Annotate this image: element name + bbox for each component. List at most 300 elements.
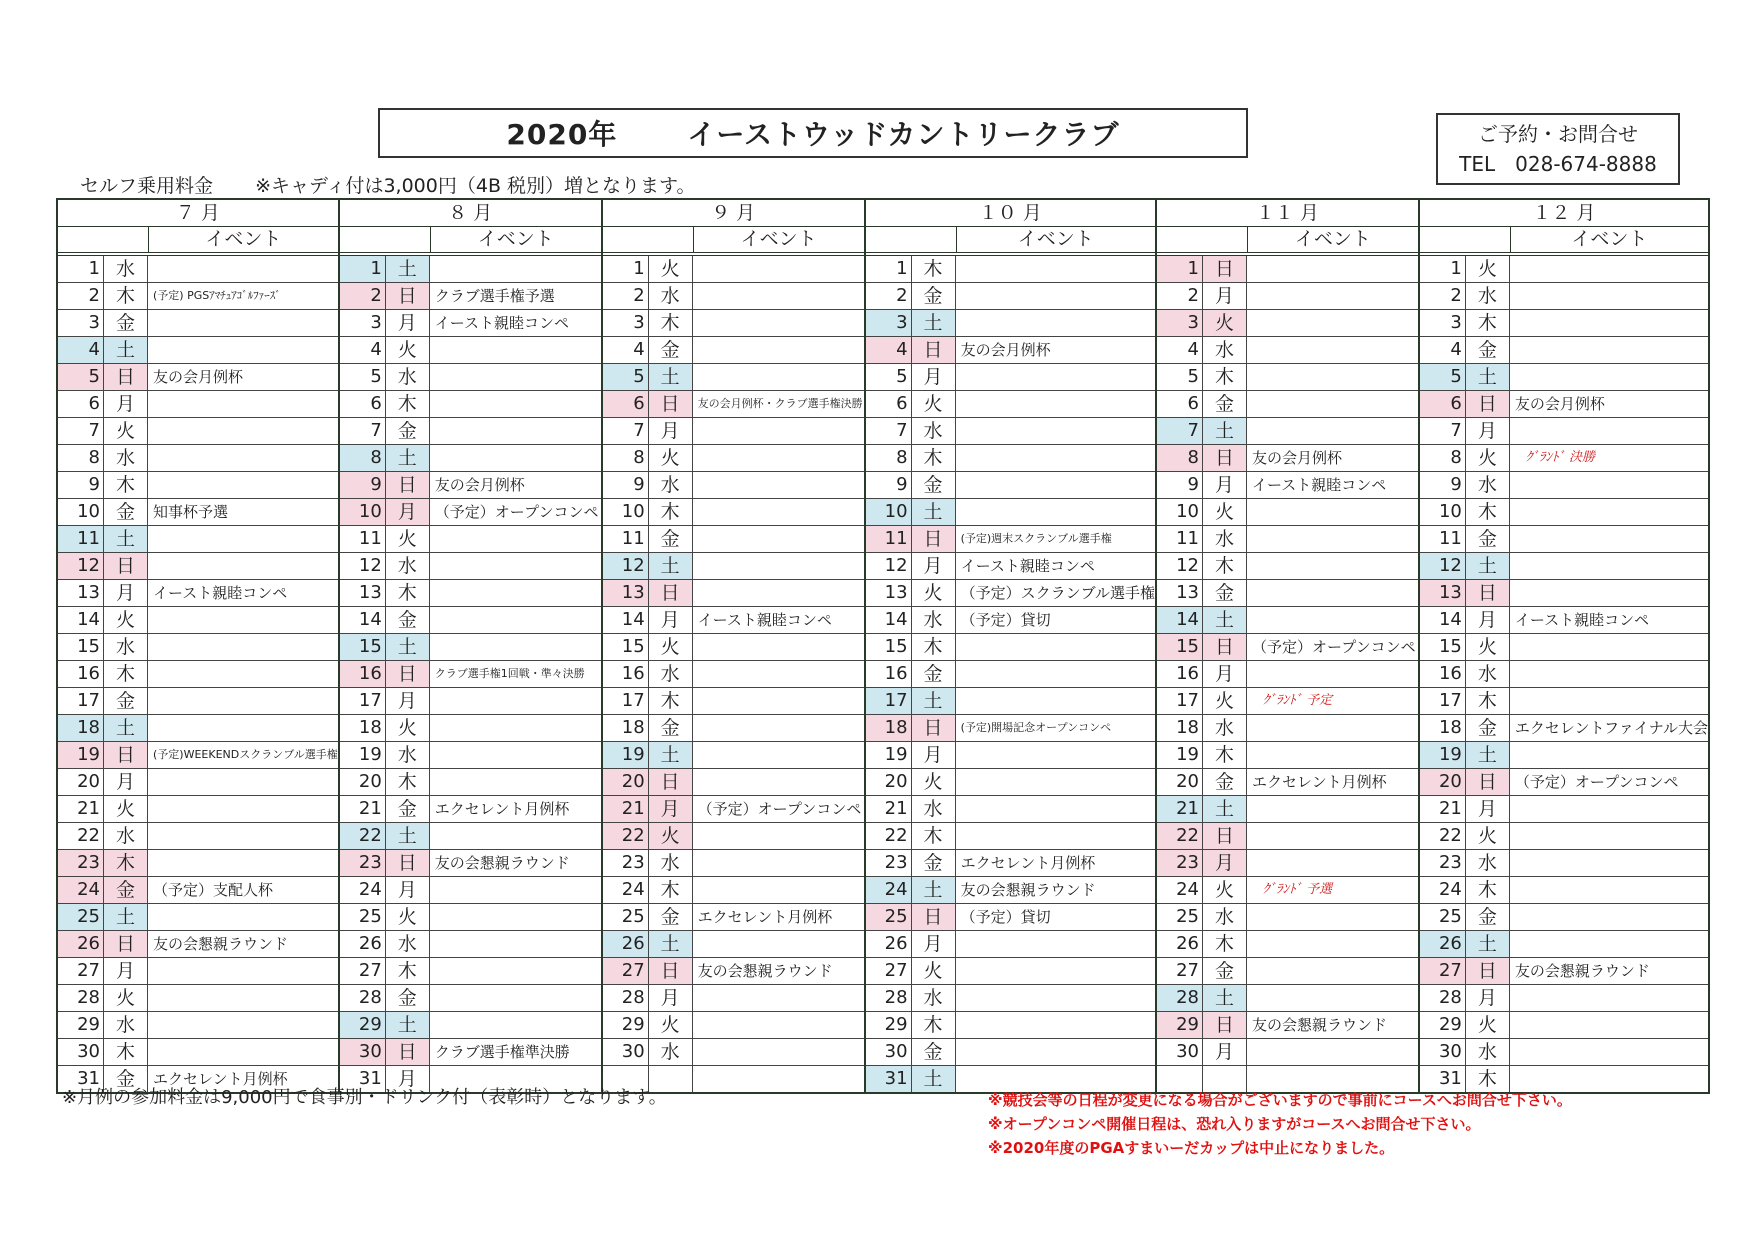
day-row[interactable] bbox=[1157, 445, 1418, 472]
day-row[interactable] bbox=[1157, 499, 1418, 526]
day-row[interactable] bbox=[340, 958, 601, 985]
day-row[interactable] bbox=[340, 526, 601, 553]
weekday: 火 bbox=[386, 526, 430, 552]
day-number: 18 bbox=[58, 715, 104, 741]
day-row[interactable] bbox=[1420, 391, 1708, 418]
event-text: (予定)開場記念オープンコンペ bbox=[960, 721, 1112, 734]
day-row[interactable] bbox=[58, 418, 338, 445]
day-row[interactable] bbox=[866, 310, 1155, 337]
day-number: 17 bbox=[1157, 688, 1203, 714]
weekday: 日 bbox=[386, 661, 430, 687]
event-text bbox=[430, 1012, 601, 1038]
day-row[interactable] bbox=[1420, 283, 1708, 310]
day-row[interactable] bbox=[1157, 256, 1418, 283]
day-number: 1 bbox=[866, 256, 912, 282]
day-row[interactable] bbox=[603, 1012, 864, 1039]
weekday: 日 bbox=[649, 769, 693, 795]
event-text: エクセレントファイナル大会 bbox=[1514, 719, 1708, 737]
event-text bbox=[693, 418, 864, 444]
day-row[interactable] bbox=[340, 661, 601, 688]
day-number: 8 bbox=[1420, 445, 1466, 471]
day-row[interactable] bbox=[866, 985, 1155, 1012]
event-text bbox=[1510, 904, 1708, 930]
day-row[interactable] bbox=[603, 580, 864, 607]
day-row[interactable] bbox=[58, 958, 338, 985]
day-row[interactable] bbox=[1420, 364, 1708, 391]
day-row[interactable] bbox=[58, 445, 338, 472]
day-number: 27 bbox=[1157, 958, 1203, 984]
day-number: 14 bbox=[1157, 607, 1203, 633]
event-text bbox=[693, 526, 864, 552]
month-header: ７ 月 bbox=[58, 200, 338, 227]
day-row[interactable] bbox=[340, 310, 601, 337]
day-row[interactable] bbox=[603, 499, 864, 526]
month-header: １２ 月 bbox=[1420, 200, 1708, 227]
day-row[interactable] bbox=[58, 634, 338, 661]
day-number: 24 bbox=[1420, 877, 1466, 903]
day-row[interactable] bbox=[58, 661, 338, 688]
day-number: 4 bbox=[1420, 337, 1466, 363]
day-row[interactable] bbox=[1157, 580, 1418, 607]
day-row[interactable] bbox=[866, 661, 1155, 688]
event-text bbox=[430, 256, 601, 282]
day-row[interactable] bbox=[603, 526, 864, 553]
day-row[interactable] bbox=[1420, 418, 1708, 445]
weekday: 木 bbox=[386, 391, 430, 417]
day-row[interactable] bbox=[1157, 742, 1418, 769]
day-row[interactable] bbox=[1157, 958, 1418, 985]
day-row[interactable] bbox=[1420, 445, 1708, 472]
event-text bbox=[1247, 904, 1418, 930]
day-row[interactable] bbox=[340, 391, 601, 418]
day-row[interactable] bbox=[866, 850, 1155, 877]
day-row[interactable] bbox=[1157, 310, 1418, 337]
day-row[interactable] bbox=[603, 418, 864, 445]
weekday: 火 bbox=[104, 607, 148, 633]
day-row[interactable] bbox=[603, 391, 864, 418]
day-row[interactable] bbox=[1157, 283, 1418, 310]
contact-tel[interactable]: TEL 028-674-8888 bbox=[1459, 152, 1657, 176]
day-row[interactable] bbox=[58, 877, 338, 904]
day-number: 1 bbox=[58, 256, 104, 282]
day-row[interactable] bbox=[1157, 337, 1418, 364]
day-row[interactable] bbox=[340, 931, 601, 958]
day-number: 18 bbox=[340, 715, 386, 741]
day-row[interactable] bbox=[1420, 715, 1708, 742]
weekday: 金 bbox=[104, 877, 148, 903]
day-row[interactable] bbox=[1157, 526, 1418, 553]
day-row[interactable] bbox=[1420, 634, 1708, 661]
day-row[interactable] bbox=[58, 796, 338, 823]
day-row[interactable] bbox=[1157, 985, 1418, 1012]
day-row[interactable] bbox=[866, 256, 1155, 283]
day-row[interactable] bbox=[58, 553, 338, 580]
weekday: 水 bbox=[649, 472, 693, 498]
day-row[interactable] bbox=[603, 553, 864, 580]
day-row[interactable] bbox=[866, 337, 1155, 364]
date-header-spacer bbox=[1157, 227, 1247, 252]
day-number: 24 bbox=[340, 877, 386, 903]
day-row[interactable] bbox=[866, 958, 1155, 985]
day-number: 2 bbox=[1157, 283, 1203, 309]
day-row[interactable] bbox=[866, 553, 1155, 580]
day-row[interactable] bbox=[1420, 904, 1708, 931]
day-row[interactable] bbox=[340, 580, 601, 607]
event-text: イースト親睦コンペ bbox=[434, 314, 570, 332]
weekday: 木 bbox=[1203, 364, 1247, 390]
day-row[interactable] bbox=[603, 1039, 864, 1066]
event-text: 友の会月例杯・クラブ選手権決勝 bbox=[697, 397, 863, 410]
weekday: 日 bbox=[649, 580, 693, 606]
day-row[interactable] bbox=[1420, 769, 1708, 796]
day-row[interactable] bbox=[603, 634, 864, 661]
weekday: 水 bbox=[104, 823, 148, 849]
day-number: 13 bbox=[603, 580, 649, 606]
event-text bbox=[693, 1066, 864, 1092]
day-row[interactable] bbox=[866, 391, 1155, 418]
day-row[interactable] bbox=[58, 688, 338, 715]
weekday: 木 bbox=[912, 445, 956, 471]
day-number: 16 bbox=[340, 661, 386, 687]
day-row[interactable] bbox=[58, 472, 338, 499]
weekday: 水 bbox=[104, 445, 148, 471]
day-row[interactable] bbox=[340, 877, 601, 904]
day-row[interactable] bbox=[603, 904, 864, 931]
month-column bbox=[1157, 200, 1420, 1092]
day-row[interactable] bbox=[603, 931, 864, 958]
weekday: 金 bbox=[386, 796, 430, 822]
day-row[interactable] bbox=[1157, 877, 1418, 904]
day-row[interactable] bbox=[1420, 796, 1708, 823]
day-row[interactable] bbox=[603, 823, 864, 850]
day-row[interactable] bbox=[58, 931, 338, 958]
event-text bbox=[148, 823, 338, 849]
day-row[interactable] bbox=[603, 688, 864, 715]
day-row[interactable] bbox=[603, 742, 864, 769]
day-row[interactable] bbox=[1420, 310, 1708, 337]
event-text: 知事杯予選 bbox=[153, 503, 229, 521]
day-row[interactable] bbox=[58, 256, 338, 283]
day-row[interactable] bbox=[1420, 580, 1708, 607]
day-row[interactable] bbox=[1420, 1012, 1708, 1039]
day-row[interactable] bbox=[1420, 931, 1708, 958]
weekday: 日 bbox=[649, 391, 693, 417]
day-row[interactable] bbox=[58, 499, 338, 526]
day-row[interactable] bbox=[603, 985, 864, 1012]
day-number: 28 bbox=[58, 985, 104, 1011]
day-row[interactable] bbox=[866, 607, 1155, 634]
day-row[interactable] bbox=[1157, 418, 1418, 445]
day-number: 25 bbox=[603, 904, 649, 930]
day-row[interactable] bbox=[603, 877, 864, 904]
day-row[interactable] bbox=[340, 769, 601, 796]
event-text: (予定)週末スクランブル選手権 bbox=[960, 532, 1112, 545]
weekday: 月 bbox=[104, 391, 148, 417]
weekday: 月 bbox=[104, 958, 148, 984]
day-row[interactable] bbox=[603, 256, 864, 283]
day-number: 2 bbox=[1420, 283, 1466, 309]
event-text bbox=[1247, 796, 1418, 822]
day-row[interactable] bbox=[1420, 985, 1708, 1012]
day-row[interactable] bbox=[1157, 904, 1418, 931]
day-row[interactable] bbox=[866, 823, 1155, 850]
day-row[interactable] bbox=[340, 256, 601, 283]
event-text: クラブ選手権準決勝 bbox=[434, 1043, 570, 1061]
day-row[interactable] bbox=[58, 850, 338, 877]
day-row[interactable] bbox=[58, 769, 338, 796]
day-row[interactable] bbox=[1420, 553, 1708, 580]
event-text bbox=[1247, 823, 1418, 849]
weekday: 土 bbox=[912, 877, 956, 903]
day-row[interactable] bbox=[1157, 688, 1418, 715]
day-row[interactable] bbox=[340, 337, 601, 364]
day-row[interactable] bbox=[58, 607, 338, 634]
day-number: 18 bbox=[603, 715, 649, 741]
day-row[interactable] bbox=[603, 445, 864, 472]
event-text bbox=[693, 877, 864, 903]
day-row[interactable] bbox=[1157, 931, 1418, 958]
weekday: 土 bbox=[104, 715, 148, 741]
day-row[interactable] bbox=[1157, 769, 1418, 796]
day-row[interactable] bbox=[58, 364, 338, 391]
event-text: （予定）スクランブル選手権 bbox=[960, 584, 1155, 602]
weekday: 金 bbox=[912, 283, 956, 309]
day-number: 17 bbox=[866, 688, 912, 714]
day-row[interactable] bbox=[866, 877, 1155, 904]
day-row[interactable] bbox=[866, 931, 1155, 958]
day-row[interactable] bbox=[1157, 715, 1418, 742]
day-row[interactable] bbox=[1420, 256, 1708, 283]
weekday: 木 bbox=[649, 877, 693, 903]
day-number: 18 bbox=[866, 715, 912, 741]
day-row[interactable] bbox=[58, 823, 338, 850]
event-text bbox=[1510, 1039, 1708, 1065]
day-row[interactable] bbox=[340, 472, 601, 499]
day-row[interactable] bbox=[340, 553, 601, 580]
day-row[interactable] bbox=[1420, 877, 1708, 904]
weekday: 木 bbox=[104, 283, 148, 309]
day-row[interactable] bbox=[603, 661, 864, 688]
day-row[interactable] bbox=[340, 796, 601, 823]
day-row[interactable] bbox=[1420, 526, 1708, 553]
day-row[interactable] bbox=[340, 985, 601, 1012]
column-subheader bbox=[603, 227, 864, 256]
day-number: 19 bbox=[603, 742, 649, 768]
day-row[interactable] bbox=[58, 1039, 338, 1066]
day-row[interactable] bbox=[866, 580, 1155, 607]
event-text bbox=[148, 391, 338, 417]
day-row[interactable] bbox=[866, 283, 1155, 310]
day-row[interactable] bbox=[1157, 364, 1418, 391]
weekday: 土 bbox=[649, 931, 693, 957]
weekday: 火 bbox=[1203, 499, 1247, 525]
day-row[interactable] bbox=[1157, 1039, 1418, 1066]
day-row[interactable] bbox=[603, 283, 864, 310]
day-row[interactable] bbox=[1157, 823, 1418, 850]
weekday: 土 bbox=[649, 742, 693, 768]
day-row[interactable] bbox=[1157, 472, 1418, 499]
weekday: 金 bbox=[386, 418, 430, 444]
day-number: 26 bbox=[603, 931, 649, 957]
day-row[interactable] bbox=[1420, 850, 1708, 877]
day-row[interactable] bbox=[1157, 796, 1418, 823]
day-row[interactable] bbox=[58, 580, 338, 607]
day-row[interactable] bbox=[866, 1039, 1155, 1066]
weekday: 木 bbox=[1466, 688, 1510, 714]
day-row[interactable] bbox=[1420, 688, 1708, 715]
day-row[interactable] bbox=[340, 607, 601, 634]
weekday: 水 bbox=[386, 742, 430, 768]
event-text: （予定）オープンコンペ bbox=[697, 800, 862, 818]
day-row[interactable] bbox=[866, 1012, 1155, 1039]
day-row[interactable] bbox=[58, 391, 338, 418]
event-text bbox=[148, 769, 338, 795]
price-note-left: セルフ乗用料金 bbox=[80, 175, 214, 197]
weekday: 日 bbox=[912, 337, 956, 363]
event-text bbox=[693, 985, 864, 1011]
event-text bbox=[693, 472, 864, 498]
day-row[interactable] bbox=[1157, 553, 1418, 580]
day-row[interactable] bbox=[603, 850, 864, 877]
day-row[interactable] bbox=[1157, 661, 1418, 688]
day-number: 17 bbox=[58, 688, 104, 714]
day-number: 31 bbox=[58, 1066, 104, 1092]
day-row[interactable] bbox=[866, 769, 1155, 796]
day-row[interactable] bbox=[866, 499, 1155, 526]
weekday: 水 bbox=[104, 256, 148, 282]
event-text bbox=[1510, 850, 1708, 876]
day-row[interactable] bbox=[1157, 1012, 1418, 1039]
day-number: 26 bbox=[866, 931, 912, 957]
day-row[interactable] bbox=[58, 742, 338, 769]
day-row[interactable] bbox=[603, 796, 864, 823]
day-number: 31 bbox=[340, 1066, 386, 1092]
day-row[interactable] bbox=[340, 904, 601, 931]
weekday: 金 bbox=[1203, 769, 1247, 795]
day-row[interactable] bbox=[1420, 1039, 1708, 1066]
day-row[interactable] bbox=[340, 1039, 601, 1066]
day-row[interactable] bbox=[1157, 850, 1418, 877]
day-number: 24 bbox=[866, 877, 912, 903]
weekday: 土 bbox=[386, 445, 430, 471]
day-row[interactable] bbox=[603, 472, 864, 499]
day-row[interactable] bbox=[866, 634, 1155, 661]
day-number: 14 bbox=[58, 607, 104, 633]
day-row[interactable] bbox=[866, 418, 1155, 445]
day-row[interactable] bbox=[340, 715, 601, 742]
day-row[interactable] bbox=[603, 364, 864, 391]
day-number: 13 bbox=[340, 580, 386, 606]
event-text: エクセレント月例杯 bbox=[697, 908, 833, 926]
day-row[interactable] bbox=[1157, 634, 1418, 661]
day-row[interactable] bbox=[58, 1012, 338, 1039]
weekday: 火 bbox=[1466, 256, 1510, 282]
day-row[interactable] bbox=[603, 310, 864, 337]
day-row[interactable] bbox=[1420, 661, 1708, 688]
day-row[interactable] bbox=[340, 418, 601, 445]
weekday: 月 bbox=[912, 364, 956, 390]
event-text bbox=[148, 715, 338, 741]
weekday: 火 bbox=[1466, 823, 1510, 849]
day-row[interactable] bbox=[340, 823, 601, 850]
day-row[interactable] bbox=[603, 958, 864, 985]
day-row[interactable] bbox=[58, 310, 338, 337]
day-row[interactable] bbox=[866, 688, 1155, 715]
event-text bbox=[430, 688, 601, 714]
event-text bbox=[1247, 553, 1418, 579]
day-row[interactable] bbox=[340, 499, 601, 526]
day-row[interactable] bbox=[866, 445, 1155, 472]
event-text bbox=[1247, 310, 1418, 336]
event-text bbox=[956, 931, 1155, 957]
day-row[interactable] bbox=[340, 364, 601, 391]
day-row[interactable] bbox=[58, 283, 338, 310]
day-number: 23 bbox=[866, 850, 912, 876]
day-number: 13 bbox=[58, 580, 104, 606]
day-row[interactable] bbox=[1420, 823, 1708, 850]
day-row[interactable] bbox=[866, 904, 1155, 931]
day-row[interactable] bbox=[603, 715, 864, 742]
weekday: 金 bbox=[1203, 391, 1247, 417]
day-row[interactable] bbox=[1420, 742, 1708, 769]
day-number: 21 bbox=[1157, 796, 1203, 822]
footer-notice: ※オープンコンペ開催日程は、恐れ入りますがコースへお問合せ下さい。 bbox=[988, 1115, 1481, 1133]
weekday: 土 bbox=[386, 256, 430, 282]
event-text: クラブ選手権1回戦・準々決勝 bbox=[434, 667, 585, 680]
day-row[interactable] bbox=[866, 526, 1155, 553]
day-row[interactable] bbox=[1420, 337, 1708, 364]
day-row[interactable] bbox=[1420, 472, 1708, 499]
day-number: 11 bbox=[58, 526, 104, 552]
day-row[interactable] bbox=[58, 904, 338, 931]
day-row[interactable] bbox=[58, 985, 338, 1012]
calendar-grid bbox=[56, 198, 1710, 1094]
day-row[interactable] bbox=[1420, 607, 1708, 634]
weekday: 火 bbox=[1203, 688, 1247, 714]
day-row[interactable] bbox=[603, 337, 864, 364]
day-number: 20 bbox=[1420, 769, 1466, 795]
day-row[interactable] bbox=[1157, 391, 1418, 418]
month-column bbox=[603, 200, 866, 1092]
event-text: 友の会月例杯 bbox=[1251, 449, 1342, 467]
day-row[interactable] bbox=[866, 796, 1155, 823]
day-row[interactable] bbox=[866, 715, 1155, 742]
event-text bbox=[693, 364, 864, 390]
day-row[interactable] bbox=[1420, 958, 1708, 985]
day-row[interactable] bbox=[866, 364, 1155, 391]
event-text bbox=[693, 553, 864, 579]
day-row[interactable] bbox=[340, 688, 601, 715]
day-row[interactable] bbox=[58, 337, 338, 364]
day-row[interactable] bbox=[603, 607, 864, 634]
day-row[interactable] bbox=[340, 445, 601, 472]
day-row[interactable] bbox=[340, 1012, 601, 1039]
day-number: 29 bbox=[603, 1012, 649, 1038]
day-row[interactable] bbox=[58, 715, 338, 742]
weekday: 土 bbox=[1466, 364, 1510, 390]
day-row[interactable] bbox=[866, 742, 1155, 769]
event-text bbox=[956, 472, 1155, 498]
day-row[interactable] bbox=[340, 283, 601, 310]
day-row[interactable] bbox=[340, 850, 601, 877]
day-row[interactable] bbox=[1420, 499, 1708, 526]
day-row[interactable] bbox=[866, 472, 1155, 499]
day-row[interactable] bbox=[58, 526, 338, 553]
day-row[interactable] bbox=[1157, 607, 1418, 634]
day-row[interactable] bbox=[340, 742, 601, 769]
day-row[interactable] bbox=[603, 769, 864, 796]
day-row[interactable] bbox=[340, 634, 601, 661]
